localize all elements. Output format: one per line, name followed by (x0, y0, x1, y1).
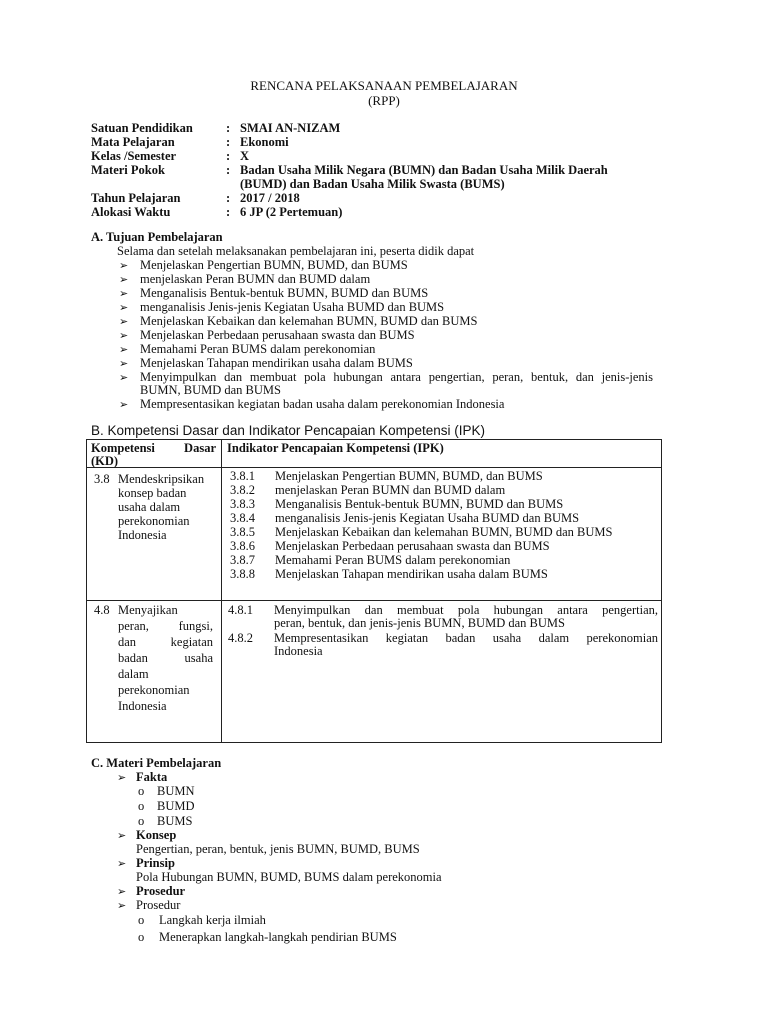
fakta-label: Fakta (136, 770, 168, 784)
ipk-number: 3.8.1 (230, 469, 255, 483)
circle-bullet-icon: o (138, 913, 145, 927)
identity-colon: : (226, 135, 231, 149)
table-border-right (661, 439, 662, 743)
prosedur-item: Menerapkan langkah-langkah pendirian BUMS (159, 930, 397, 944)
identity-label: Materi Pokok (91, 163, 165, 177)
identity-label: Tahun Pelajaran (91, 191, 181, 205)
list-item: Menjelaskan Tahapan mendirikan usaha dalam BUMS (140, 356, 413, 370)
ipk-text: Memahami Peran BUMS dalam perekonomian (275, 553, 511, 567)
identity-colon: : (226, 149, 231, 163)
ipk-number: 3.8.6 (230, 539, 255, 553)
konsep-label: Konsep (136, 828, 177, 842)
table-header-divider (86, 467, 662, 468)
table-column-divider (221, 439, 222, 743)
list-item: Mempresentasikan kegiatan badan usaha dalam perekonomian Indonesia (140, 397, 505, 411)
arrow-bullet-icon: ➢ (119, 302, 129, 314)
kd-text-line: dalam (118, 667, 149, 681)
ipk-text: Menjelaskan Pengertian BUMN, BUMD, dan BUMS (275, 469, 543, 483)
arrow-bullet-icon: ➢ (119, 372, 129, 384)
ipk-text-continued: peran, bentuk, dan jenis-jenis BUMN, BUMD dan BUMS (274, 616, 565, 630)
arrow-bullet-icon: ➢ (117, 830, 127, 842)
ipk-text: menganalisis Jenis-jenis Kegiatan Usaha BUMD dan BUMS (275, 511, 580, 525)
circle-bullet-icon: o (138, 930, 145, 944)
ipk-number: 3.8.8 (230, 567, 255, 581)
ipk-header: Indikator Pencapaian Kompetensi (IPK) (227, 441, 444, 455)
list-item-continued: BUMN, BUMD dan BUMS (140, 383, 281, 397)
fakta-item: BUMD (157, 799, 195, 813)
arrow-bullet-icon: ➢ (119, 344, 129, 356)
section-a-heading: A. Tujuan Pembelajaran (91, 230, 223, 244)
identity-value: X (240, 149, 250, 163)
identity-label: Satuan Pendidikan (91, 121, 193, 135)
arrow-bullet-icon: ➢ (119, 330, 129, 342)
section-c-heading: C. Materi Pembelajaran (91, 756, 222, 770)
list-item: Menjelaskan Kebaikan dan kelemahan BUMN, BUMD dan BUMS (140, 314, 478, 328)
fakta-item: BUMS (157, 814, 193, 828)
kd-text-line: badan usaha (118, 651, 213, 665)
circle-bullet-icon: o (138, 784, 145, 798)
ipk-text: Menjelaskan Tahapan mendirikan usaha dalam BUMS (275, 567, 548, 581)
kd-number: 4.8 (94, 603, 110, 617)
table-border-bottom (86, 742, 662, 743)
kd-text-line: perekonomian (118, 514, 190, 528)
section-b-heading: B. Kompetensi Dasar dan Indikator Pencapaian Kompetensi (IPK) (91, 423, 485, 438)
identity-value: 2017 / 2018 (240, 191, 300, 205)
kd-header-continued: (KD) (91, 454, 119, 468)
ipk-text: menjelaskan Peran BUMN dan BUMD dalam (275, 483, 506, 497)
identity-label: Mata Pelajaran (91, 135, 175, 149)
konsep-text: Pengertian, peran, bentuk, jenis BUMN, BUMD, BUMS (136, 842, 420, 856)
list-item: Menyimpulkan dan membuat pola hubungan antara pengertian, peran, bentuk, dan jenis-jenis (140, 370, 653, 384)
arrow-bullet-icon: ➢ (117, 886, 127, 898)
ipk-number: 3.8.4 (230, 511, 255, 525)
ipk-text: Menjelaskan Kebaikan dan kelemahan BUMN, BUMD dan BUMS (275, 525, 613, 539)
arrow-bullet-icon: ➢ (117, 858, 127, 870)
list-item: Menjelaskan Perbedaan perusahaan swasta dan BUMS (140, 328, 415, 342)
prosedur-label-bold: Prosedur (136, 884, 186, 898)
circle-bullet-icon: o (138, 799, 145, 813)
kd-text-line: usaha dalam (118, 500, 181, 514)
kd-text-line: Indonesia (118, 699, 167, 713)
list-item: menjelaskan Peran BUMN dan BUMD dalam (140, 272, 371, 286)
prinsip-text: Pola Hubungan BUMN, BUMD, BUMS dalam perekonomia (136, 870, 442, 884)
arrow-bullet-icon: ➢ (119, 288, 129, 300)
list-item: Memahami Peran BUMS dalam perekonomian (140, 342, 376, 356)
kd-text-line: peran, fungsi, (118, 619, 213, 633)
identity-value-continued: (BUMD) dan Badan Usaha Milik Swasta (BUMS) (240, 177, 505, 191)
identity-colon: : (226, 205, 231, 219)
document-subtitle: (RPP) (368, 93, 400, 108)
ipk-number: 3.8.2 (230, 483, 255, 497)
table-border-left (86, 439, 87, 743)
identity-value: 6 JP (2 Pertemuan) (240, 205, 343, 219)
arrow-bullet-icon: ➢ (119, 274, 129, 286)
kd-text-line: Menyajikan (118, 603, 178, 617)
prinsip-label: Prinsip (136, 856, 175, 870)
ipk-text: Menyimpulkan dan membuat pola hubungan antara pengertian, (274, 603, 658, 617)
arrow-bullet-icon: ➢ (117, 772, 127, 784)
kd-text-line: dan kegiatan (118, 635, 213, 649)
prosedur-label: Prosedur (136, 898, 181, 912)
list-item: Menjelaskan Pengertian BUMN, BUMD, dan BUMS (140, 258, 408, 272)
kd-text-line: Indonesia (118, 528, 167, 542)
ipk-number: 3.8.5 (230, 525, 255, 539)
identity-value: Ekonomi (240, 135, 289, 149)
identity-label: Alokasi Waktu (91, 205, 171, 219)
ipk-text: Menjelaskan Perbedaan perusahaan swasta dan BUMS (275, 539, 550, 553)
arrow-bullet-icon: ➢ (117, 900, 127, 912)
identity-label: Kelas /Semester (91, 149, 177, 163)
prosedur-item: Langkah kerja ilmiah (159, 913, 266, 927)
kd-text-line: konsep badan (118, 486, 187, 500)
identity-value: Badan Usaha Milik Negara (BUMN) dan Badan Usaha Milik Daerah (240, 163, 608, 177)
kd-number: 3.8 (94, 472, 110, 486)
ipk-number: 4.8.2 (228, 631, 253, 645)
arrow-bullet-icon: ➢ (119, 260, 129, 272)
document-title: RENCANA PELAKSANAAN PEMBELAJARAN (250, 78, 518, 93)
ipk-text: Mempresentasikan kegiatan badan usaha dalam perekonomian (274, 631, 658, 645)
circle-bullet-icon: o (138, 814, 145, 828)
table-row-divider (86, 600, 662, 601)
ipk-number: 3.8.3 (230, 497, 255, 511)
section-a-intro: Selama dan setelah melaksanakan pembelajaran ini, peserta didik dapat (117, 244, 475, 258)
list-item: menganalisis Jenis-jenis Kegiatan Usaha BUMD dan BUMS (140, 300, 445, 314)
ipk-text: Menganalisis Bentuk-bentuk BUMN, BUMD dan BUMS (275, 497, 564, 511)
table-border-top (86, 439, 662, 440)
kd-text-line: perekonomian (118, 683, 190, 697)
list-item: Menganalisis Bentuk-bentuk BUMN, BUMD dan BUMS (140, 286, 429, 300)
arrow-bullet-icon: ➢ (119, 316, 129, 328)
identity-colon: : (226, 121, 231, 135)
arrow-bullet-icon: ➢ (119, 358, 129, 370)
ipk-number: 3.8.7 (230, 553, 255, 567)
identity-colon: : (226, 191, 231, 205)
fakta-item: BUMN (157, 784, 195, 798)
ipk-text-continued: Indonesia (274, 644, 323, 658)
kd-text-line: Mendeskripsikan (118, 472, 205, 486)
identity-value: SMAI AN-NIZAM (240, 121, 341, 135)
arrow-bullet-icon: ➢ (119, 399, 129, 411)
ipk-number: 4.8.1 (228, 603, 253, 617)
identity-colon: : (226, 163, 231, 177)
kd-header: Kompetensi Dasar (91, 441, 216, 455)
